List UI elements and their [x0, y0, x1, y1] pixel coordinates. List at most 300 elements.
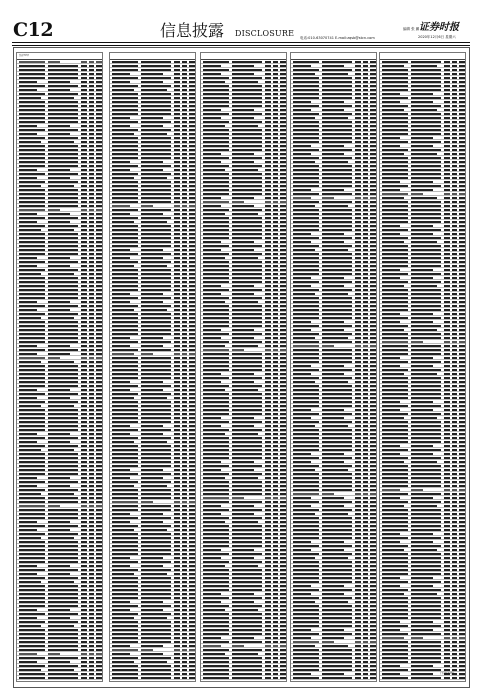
table-cell: [48, 61, 60, 63]
table-cell: [293, 341, 319, 343]
table-cell: [280, 149, 286, 151]
table-cell: [322, 357, 352, 359]
table-cell: [112, 661, 134, 663]
table-cell: [112, 321, 138, 323]
table-cell: [182, 481, 187, 483]
table-cell: [48, 177, 70, 179]
table-cell: [370, 617, 376, 619]
table-cell: [280, 153, 286, 155]
table-cell: [459, 265, 465, 267]
table-cell: [322, 473, 352, 475]
table-cell: [370, 417, 376, 419]
table-cell: [96, 581, 102, 583]
table-cell: [141, 145, 171, 147]
table-cell: [112, 333, 138, 335]
table-cell: [81, 605, 87, 607]
table-cell: [96, 545, 102, 547]
table-cell: [382, 209, 408, 211]
table-cell: [232, 581, 262, 583]
table-cell: [174, 445, 180, 447]
table-cell: [232, 493, 262, 495]
table-cell: [411, 129, 441, 131]
column-heading: [201, 53, 286, 60]
table-cell: [293, 629, 311, 631]
table-cell: [174, 181, 180, 183]
table-cell: [382, 221, 408, 223]
table-cell: [293, 361, 319, 363]
table-cell: [452, 641, 457, 643]
table-cell: [96, 497, 102, 499]
table-cell: [382, 341, 408, 343]
table-cell: [232, 281, 262, 283]
table-cell: [19, 489, 45, 491]
table-cell: [444, 473, 450, 475]
table-cell: [265, 489, 271, 491]
table-cell: [280, 97, 286, 99]
table-cell: [141, 129, 171, 131]
table-cell: [411, 573, 441, 575]
table-cell: [112, 481, 138, 483]
table-cell: [382, 465, 408, 467]
table-cell: [112, 477, 130, 479]
table-cell: [355, 81, 361, 83]
table-cell: [370, 321, 376, 323]
table-cell: [459, 261, 465, 263]
table-cell: [452, 285, 457, 287]
table-cell: [363, 293, 368, 295]
table-cell: [48, 297, 78, 299]
table-cell: [182, 217, 187, 219]
table-cell: [89, 497, 94, 499]
table-cell: [174, 433, 180, 435]
table-cell: [459, 273, 465, 275]
table-cell: [203, 237, 229, 239]
table-cell: [382, 165, 408, 167]
table-cell: [203, 429, 229, 431]
table-cell: [273, 69, 278, 71]
table-cell: [459, 373, 465, 375]
table-cell: [265, 537, 271, 539]
table-cell: [182, 541, 187, 543]
table-cell: [203, 193, 229, 195]
table-cell: [355, 609, 361, 611]
table-cell: [112, 629, 138, 631]
table-cell: [452, 473, 457, 475]
table-cell: [322, 337, 348, 339]
table-cell: [370, 645, 376, 647]
table-cell: [112, 125, 130, 127]
table-cell: [293, 525, 319, 527]
table-cell: [459, 193, 465, 195]
table-cell: [141, 277, 171, 279]
table-cell: [203, 653, 225, 655]
table-cell: [141, 337, 163, 339]
table-cell: [355, 405, 361, 407]
table-cell: [81, 385, 87, 387]
table-cell: [96, 273, 102, 275]
table-cell: [89, 93, 94, 95]
table-cell: [370, 577, 376, 579]
table-cell: [370, 345, 376, 347]
table-cell: [280, 461, 286, 463]
table-cell: [363, 177, 368, 179]
table-cell: [382, 369, 408, 371]
table-cell: [112, 417, 138, 419]
table-cell: [96, 653, 102, 655]
table-cell: [81, 101, 87, 103]
table-cell: [293, 405, 319, 407]
table-cell: [182, 101, 187, 103]
table-cell: [382, 617, 408, 619]
table-cell: [232, 117, 254, 119]
table-cell: [273, 353, 278, 355]
table-cell: [265, 297, 271, 299]
table-cell: [363, 381, 368, 383]
table-cell: [232, 253, 262, 255]
table-cell: [363, 481, 368, 483]
table-cell: [112, 205, 130, 207]
table-cell: [141, 597, 171, 599]
table-cell: [459, 485, 465, 487]
table-cell: [232, 465, 262, 467]
table-cell: [174, 577, 180, 579]
table-cell: [444, 669, 450, 671]
table-cell: [273, 189, 278, 191]
table-cell: [444, 501, 450, 503]
table-cell: [203, 229, 229, 231]
table-cell: [265, 81, 271, 83]
table-cell: [363, 605, 368, 607]
table-cell: [452, 509, 457, 511]
table-cell: [411, 649, 441, 651]
table-cell: [182, 657, 187, 659]
table-cell: [112, 521, 130, 523]
table-cell: [232, 305, 262, 307]
table-cell: [19, 221, 37, 223]
table-cell: [232, 361, 262, 363]
table-cell: [322, 293, 348, 295]
table-cell: [112, 425, 130, 427]
table-cell: [382, 429, 408, 431]
table-cell: [452, 445, 457, 447]
table-cell: [370, 605, 376, 607]
table-cell: [112, 213, 130, 215]
table-cell: [265, 625, 271, 627]
table-cell: [411, 425, 441, 427]
table-cell: [19, 277, 45, 279]
table-cell: [19, 445, 45, 447]
table-cell: [141, 665, 171, 667]
table-cell: [265, 449, 271, 451]
table-cell: [182, 305, 187, 307]
table-cell: [141, 133, 167, 135]
table-cell: [19, 349, 45, 351]
table-cell: [293, 237, 319, 239]
table-cell: [444, 633, 450, 635]
table-cell: [444, 645, 450, 647]
table-cell: [96, 433, 102, 435]
table-cell: [89, 269, 94, 271]
table-cell: [81, 297, 87, 299]
table-cell: [322, 297, 352, 299]
table-cell: [19, 85, 45, 87]
table-cell: [182, 61, 187, 63]
table-cell: [273, 265, 278, 267]
table-cell: [370, 613, 376, 615]
table-cell: [444, 149, 450, 151]
table-cell: [48, 473, 78, 475]
table-cell: [189, 497, 195, 499]
table-cell: [459, 489, 465, 491]
table-cell: [382, 645, 408, 647]
table-cell: [382, 121, 408, 123]
table-cell: [322, 65, 344, 67]
table-cell: [265, 657, 271, 659]
table-cell: [174, 265, 180, 267]
table-cell: [452, 389, 457, 391]
table-cell: [363, 153, 368, 155]
table-cell: [363, 413, 368, 415]
table-cell: [280, 125, 286, 127]
table-cell: [112, 209, 138, 211]
table-cell: [81, 645, 87, 647]
table-cell: [444, 557, 450, 559]
table-cell: [280, 625, 286, 627]
table-cell: [452, 549, 457, 551]
table-cell: [363, 533, 368, 535]
table-cell: [96, 209, 102, 211]
table-cell: [273, 397, 278, 399]
table-cell: [322, 645, 348, 647]
table-cell: [19, 477, 37, 479]
table-cell: [370, 361, 376, 363]
table-cell: [96, 397, 102, 399]
table-cell: [322, 649, 352, 651]
table-cell: [141, 197, 171, 199]
table-cell: [363, 321, 368, 323]
table-cell: [293, 401, 319, 403]
table-cell: [370, 609, 376, 611]
table-cell: [444, 625, 450, 627]
table-cell: [96, 117, 102, 119]
table-cell: [189, 285, 195, 287]
table-cell: [322, 557, 348, 559]
table-cell: [370, 177, 376, 179]
table-cell: [280, 353, 286, 355]
table-cell: [280, 629, 286, 631]
table-cell: [89, 673, 94, 675]
table-cell: [382, 145, 400, 147]
table-cell: [141, 409, 171, 411]
table-cell: [203, 249, 221, 251]
table-cell: [81, 449, 87, 451]
table-cell: [452, 613, 457, 615]
table-cell: [459, 297, 465, 299]
table-cell: [293, 385, 319, 387]
table-cell: [411, 437, 441, 439]
table-cell: [189, 673, 195, 675]
table-cell: [189, 441, 195, 443]
table-cell: [203, 633, 229, 635]
table-cell: [189, 281, 195, 283]
table-cell: [112, 537, 138, 539]
table-cell: [452, 157, 457, 159]
table-cell: [444, 513, 450, 515]
table-cell: [322, 421, 352, 423]
table-cell: [265, 673, 271, 675]
table-cell: [96, 389, 102, 391]
table-cell: [293, 253, 319, 255]
table-cell: [363, 189, 368, 191]
table-cell: [232, 429, 262, 431]
table-cell: [141, 637, 171, 639]
table-cell: [444, 105, 450, 107]
table-cell: [182, 585, 187, 587]
table-cell: [96, 105, 102, 107]
table-cell: [141, 617, 167, 619]
table-cell: [355, 377, 361, 379]
table-cell: [48, 417, 78, 419]
table-cell: [19, 113, 45, 115]
table-cell: [411, 345, 441, 347]
table-cell: [48, 145, 78, 147]
table-cell: [232, 277, 262, 279]
table-cell: [370, 365, 376, 367]
table-cell: [355, 565, 361, 567]
table-cell: [189, 665, 195, 667]
table-cell: [174, 73, 180, 75]
table-cell: [280, 161, 286, 163]
table-cell: [182, 205, 187, 207]
table-cell: [411, 393, 441, 395]
table-cell: [48, 633, 78, 635]
table-cell: [459, 133, 465, 135]
table-cell: [182, 197, 187, 199]
table-cell: [203, 417, 221, 419]
table-cell: [280, 105, 286, 107]
table-cell: [452, 289, 457, 291]
table-cell: [293, 641, 319, 643]
table-cell: [382, 193, 408, 195]
table-cell: [273, 433, 278, 435]
table-cell: [232, 225, 262, 227]
table-cell: [112, 225, 138, 227]
table-cell: [322, 253, 352, 255]
table-cell: [112, 617, 134, 619]
table-cell: [96, 625, 102, 627]
table-cell: [293, 297, 319, 299]
table-cell: [273, 329, 278, 331]
table-cell: [444, 161, 450, 163]
table-cell: [96, 605, 102, 607]
table-cell: [189, 413, 195, 415]
table-cell: [293, 169, 319, 171]
table-cell: [19, 77, 45, 79]
table-cell: [141, 77, 171, 79]
table-cell: [174, 585, 180, 587]
table-cell: [370, 97, 376, 99]
table-cell: [81, 409, 87, 411]
table-cell: [459, 217, 465, 219]
table-cell: [48, 325, 78, 327]
table-cell: [141, 561, 171, 563]
table-cell: [322, 673, 344, 675]
table-cell: [174, 161, 180, 163]
table-cell: [174, 101, 180, 103]
table-cell: [293, 97, 319, 99]
table-cell: [363, 509, 368, 511]
table-cell: [444, 441, 450, 443]
table-cell: [370, 529, 376, 531]
table-cell: [174, 373, 180, 375]
table-cell: [203, 677, 229, 679]
table-cell: [203, 225, 229, 227]
table-cell: [280, 269, 286, 271]
table-cell: [182, 549, 187, 551]
table-cell: [96, 361, 102, 363]
table-cell: [265, 121, 271, 123]
table-cell: [182, 605, 187, 607]
table-cell: [203, 113, 229, 115]
table-cell: [182, 537, 187, 539]
table-cell: [89, 509, 94, 511]
table-cell: [112, 577, 138, 579]
table-cell: [411, 277, 433, 279]
table-cell: [182, 525, 187, 527]
table-cell: [19, 601, 45, 603]
table-cell: [452, 621, 457, 623]
table-cell: [48, 185, 74, 187]
table-cell: [444, 629, 450, 631]
table-cell: [363, 61, 368, 63]
table-cell: [355, 465, 361, 467]
table-cell: [322, 69, 352, 71]
table-cell: [411, 505, 437, 507]
table-cell: [355, 401, 361, 403]
table-cell: [459, 205, 465, 207]
table-cell: [141, 173, 171, 175]
table-cell: [411, 205, 441, 207]
table-cell: [273, 437, 278, 439]
table-cell: [96, 445, 102, 447]
table-cell: [459, 433, 465, 435]
table-cell: [280, 297, 286, 299]
table-cell: [370, 237, 376, 239]
table-cell: [444, 469, 450, 471]
table-cell: [112, 461, 138, 463]
table-cell: [265, 501, 271, 503]
table-cell: [96, 329, 102, 331]
table-cell: [363, 149, 368, 151]
table-cell: [280, 193, 286, 195]
table-cell: [363, 669, 368, 671]
table-cell: [203, 541, 229, 543]
table-cell: [89, 221, 94, 223]
table-cell: [174, 637, 180, 639]
table-cell: [96, 369, 102, 371]
table-cell: [96, 589, 102, 591]
table-cell: [452, 293, 457, 295]
table-cell: [370, 125, 376, 127]
table-cell: [273, 557, 278, 559]
table-cell: [280, 553, 286, 555]
table-cell: [370, 521, 376, 523]
table-cell: [81, 369, 87, 371]
table-cell: [273, 149, 278, 151]
table-cell: [89, 657, 94, 659]
table-cell: [189, 521, 195, 523]
table-cell: [141, 361, 171, 363]
